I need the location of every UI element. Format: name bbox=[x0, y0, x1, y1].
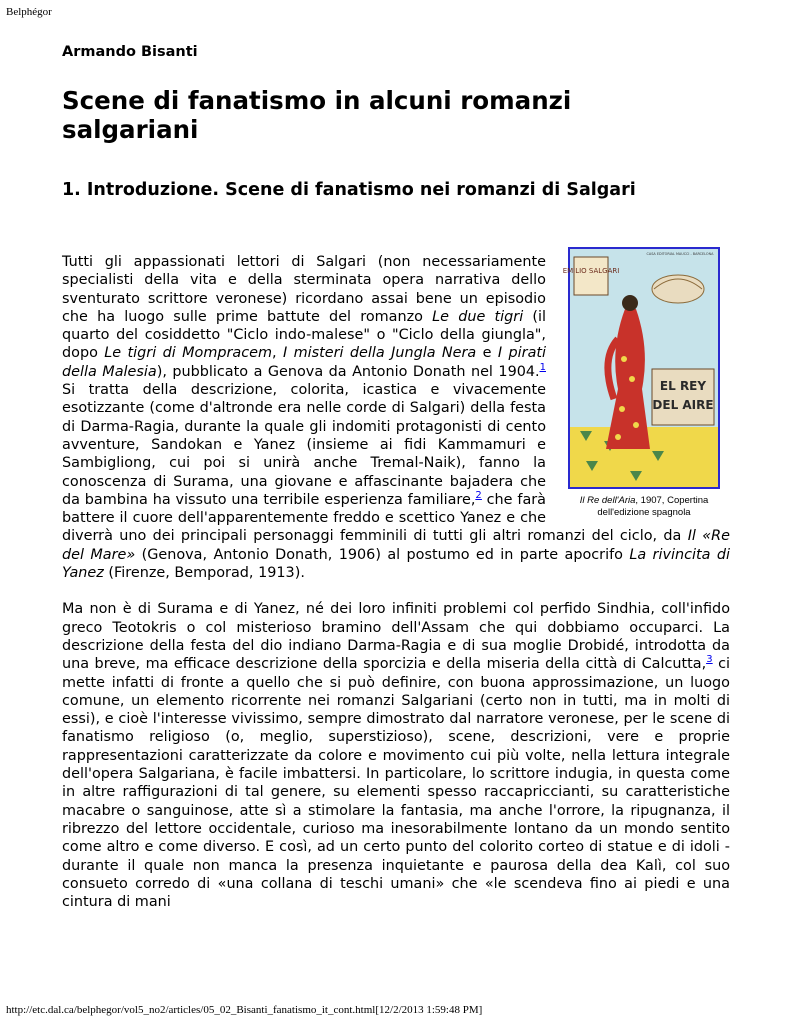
cover-publisher: CASA EDITORIAL MAUCCI - BARCELONA bbox=[646, 252, 714, 256]
p1-title-pirati: I pirati della Malesia bbox=[62, 345, 547, 380]
p1-title-mompracem: Le tigri di Mompracem bbox=[104, 345, 272, 362]
footnote-link-3[interactable]: 3 bbox=[706, 654, 713, 666]
caption-detail: , 1907, Copertina dell'edizione spagnola bbox=[597, 495, 709, 518]
p1-title-jungla-nera: I misteri della Jungla Nera bbox=[282, 345, 477, 362]
book-cover-image bbox=[562, 247, 720, 489]
article-body bbox=[62, 253, 730, 911]
p2-text-1: Ma non è di Surama e di Yanez, né dei loro infiniti problemi col perfido Sindhia, coll'infido greco Teotokris o col misterioso bramino dell'Assam che qui dobbiamo occuparci. La descrizione della festa del dio indiano Darma-Ragia e di sua moglie Drobidé, introdotta da una breve, ma efficace descrizione della sporcizia e della miseria della città di Calcutta, bbox=[62, 601, 730, 673]
section-heading: 1. Introduzione. Scene di fanatismo nei romanzi di Salgari bbox=[62, 180, 636, 200]
p1-text-5: ), pubblicato a Genova da Antonio Donath nel 1904. bbox=[156, 363, 540, 380]
p1-title-rivincita: La rivincita di Yanez bbox=[62, 546, 730, 582]
p2-text-2: ci mette infatti di fronte a quello che si può definire, con buona approssimazione, un luogo comune, un elemento ricorrente nei romanzi Salgariani (certo non in tutti, ma in molti di essi), e cioè l'interesse vivissimo, sempre dimostrato dal narratore veronese, per le scene di fanatismo religioso (o, meglio, superstizioso), scene, descrizioni, vere e proprie rappresentazioni caratterizzate da colore e movimento cui più volte, nella lettura integrale dell'opera Salgariana, è facile imbattersi. In particolare, lo scrittore indugia, in questa come in altre raffigurazioni di tal genere, su elementi spesso raccapriccianti, su caratteristiche macabre o sanguinose, atte sì a stimolare la fantasia, ma anche l'orrore, la ripugnanza, il ribrezzo del lettore occidentale, curioso ma inesorabilmente lontano da un mondo sentito come altro e come diverso. E così, ad un certo punto del colorito corteo di statue e di idoli - durante il quale non manca la presenza inquietante e paurosa della dea Kalì, col suo consueto corredo di «una collana di teschi umani» che «le scendeva fino ai piedi e una cintura di mani bbox=[62, 656, 730, 911]
figure-caption bbox=[558, 495, 730, 518]
site-header: Belphégor bbox=[6, 6, 52, 18]
p1-text-3: , bbox=[272, 345, 283, 362]
footnote-link-1[interactable]: 1 bbox=[539, 361, 546, 373]
cover-illustration bbox=[562, 249, 718, 487]
article-title: Scene di fanatismo in alcuni romanzi salgariani bbox=[62, 86, 572, 144]
p1-text-4: e bbox=[476, 345, 498, 362]
footnote-link-2[interactable]: 2 bbox=[475, 490, 482, 502]
paragraph-2 bbox=[62, 600, 730, 911]
p1-title-le-due-tigri: Le due tigri bbox=[432, 308, 524, 325]
p1-title-re-del-mare: Il «Re del Mare» bbox=[62, 528, 730, 563]
page-footer-url: http://etc.dal.ca/belphegor/vol5_no2/articles/05_02_Bisanti_fanatismo_it_cont.html[12/2/2013 1:59:48 PM] bbox=[6, 1004, 483, 1016]
p1-text-8: (Genova, Antonio Donath, 1906) al postumo ed in parte apocrifo bbox=[135, 546, 630, 563]
cover-author-text: EMILIO SALGARI bbox=[562, 267, 620, 275]
article-author: Armando Bisanti bbox=[62, 44, 198, 60]
cover-title-line1: EL REY bbox=[659, 379, 707, 393]
p1-text-9: (Firenze, Bemporad, 1913). bbox=[103, 565, 305, 582]
p1-text-2: (il quarto del cosiddetto "Ciclo indo-malese" o "Ciclo della giungla", dopo bbox=[62, 308, 547, 362]
book-cover-figure bbox=[558, 247, 730, 518]
caption-title: Il Re dell'Aria bbox=[579, 495, 636, 506]
p1-text-6: Si tratta della descrizione, colorita, icastica e vivacemente esotizzante (come d'altronde era nelle corde di Salgari) della festa di Darma-Ragia, durante la quale gli indomiti protagonisti di cento avventure, Sandokan e Yanez (insieme ai fidi Kammamuri e Sambigliong, cui poi si unirà anche Tremal-Naik), fanno la conoscenza di Surama, una giovane e affascinante bajadera che da bambina ha vissuto una terribile esperienza familiare, bbox=[62, 382, 546, 508]
p1-text-1: Tutti gli appassionati lettori di Salgari (non necessariamente specialisti della vita e della sterminata opera narrativa dello sventurato scrittore veronese) ricordano assai bene un episodio che ha luogo sulle prime battute del romanzo bbox=[62, 254, 546, 325]
cover-title-line2: DEL AIRE bbox=[652, 398, 714, 412]
p1-text-7: che farà battere il cuore dell'apparentemente freddo e scettico Yanez e che diverrà uno dei principali personaggi femminili di tutti gli altri romanzi del ciclo, da bbox=[62, 491, 688, 545]
